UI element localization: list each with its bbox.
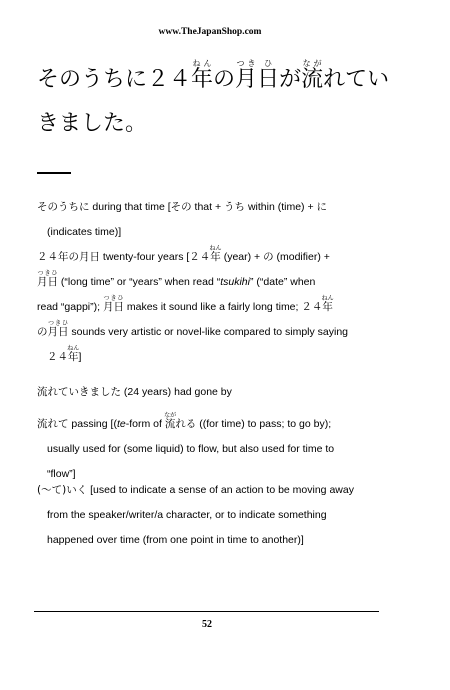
vocab-entry-nagareteikimashita: 流れていきました (24 years) had gone by	[37, 386, 232, 398]
title-ruby-naga: 流なが	[301, 59, 324, 92]
footer-rule	[34, 611, 379, 612]
title-ruby-tsuki: 月つき	[235, 59, 258, 92]
vocab-entry-tsukihi: ２４年の月日 twenty-four years [２４年ねん (year) + の (modifier) + 月日つきひ (“long time” or “years” when read “tsukihi” (“date” when read “gappi”); 月日つきひ makes it sound like a fairly long time; ２４年ねん の月日つきひ sounds very artistic or novel-like compared to simply saying ２４年ねん]	[37, 245, 349, 363]
page-number: 52	[202, 619, 212, 630]
vocab-entry-teiku: (〜て)いく [used to indicate a sense of an action to be moving away from the speaker/writer/a character, or to indicate something happened over time (from one point in time to another)]	[37, 484, 354, 546]
entry-term: (〜て)いく	[37, 484, 88, 496]
title-ruby-hi: 日ひ	[257, 59, 280, 92]
site-url: www.TheJapanShop.com	[158, 27, 262, 37]
entry-term: そのうちに	[37, 201, 90, 213]
vocab-entry-nagarete: 流れて passing [(te-form of 流ながれる ((for time) to pass; to go by); usually used for (some liquid) to flow, but also used for time to “flow”]	[37, 412, 335, 480]
title-line-1: そのうちに２４年ねんの月つき日ひが流ながれてい	[37, 59, 390, 92]
title-ruby-nen: 年ねん	[191, 59, 214, 92]
sentence-title	[37, 58, 397, 146]
title-line-2: きました。	[37, 111, 148, 136]
entry-term: ２４年の月日	[37, 251, 100, 263]
entry-term: 流れて	[37, 418, 69, 430]
vocab-entry-sonouchini: そのうちに during that time [その that + うち within (time) + に (indicates time)]	[37, 201, 328, 238]
section-divider	[37, 172, 71, 174]
entry-term: 流れていきました	[37, 386, 121, 398]
